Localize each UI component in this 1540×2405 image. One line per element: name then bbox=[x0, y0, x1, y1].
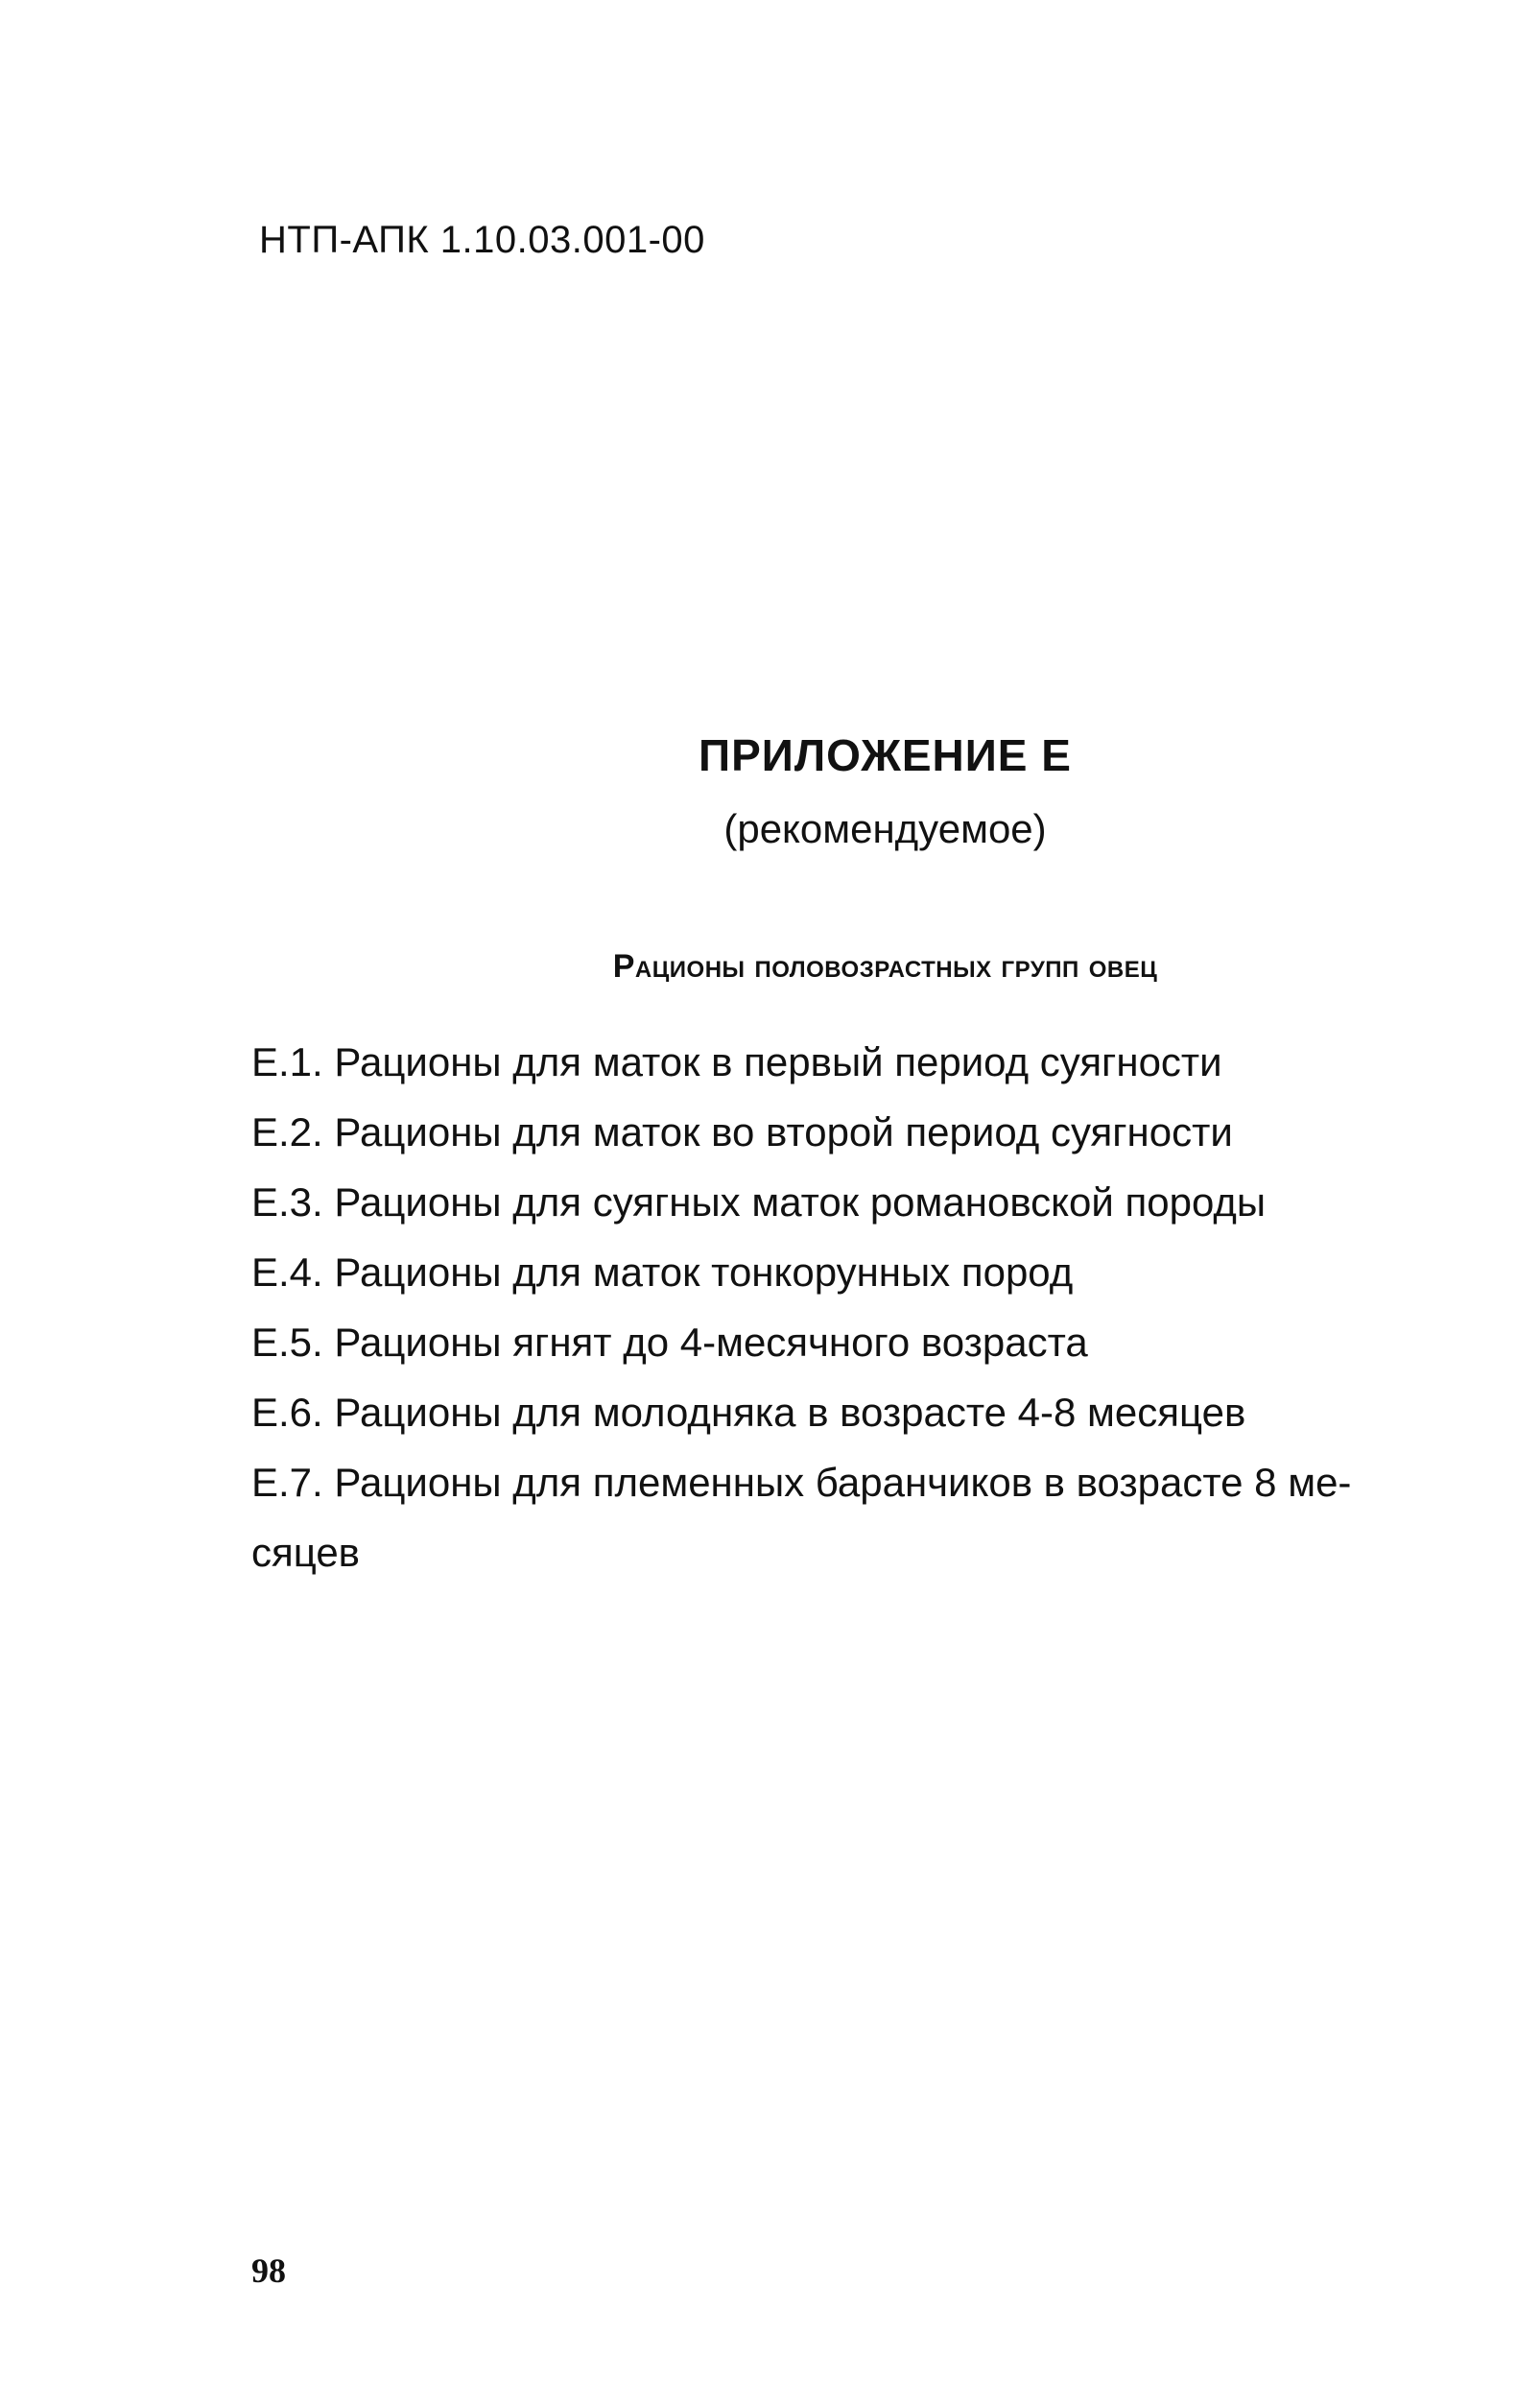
document-code: НТП-АПК 1.10.03.001-00 bbox=[259, 219, 705, 261]
contents-item: Е.1. Рационы для маток в первый период суягности bbox=[251, 1039, 1222, 1084]
page-number: 98 bbox=[251, 2251, 286, 2290]
contents-item: Е.6. Рационы для молодняка в возрасте 4-8 месяцев bbox=[251, 1390, 1246, 1435]
contents-item: Е.5. Рационы ягнят до 4-месячного возраста bbox=[251, 1320, 1088, 1365]
appendix-subtitle: (рекомендуемое) bbox=[723, 806, 1047, 851]
contents-item: Е.7. Рационы для племенных баранчиков в возрасте 8 ме- bbox=[251, 1460, 1352, 1505]
appendix-title: ПРИЛОЖЕНИЕ Е bbox=[699, 730, 1072, 780]
appendix-contents-list bbox=[251, 1027, 1374, 1587]
contents-item: Е.2. Рационы для маток во второй период суягности bbox=[251, 1109, 1233, 1155]
contents-item: Е.4. Рационы для маток тонкорунных пород bbox=[251, 1250, 1074, 1295]
contents-item: Е.3. Рационы для суягных маток романовской породы bbox=[251, 1179, 1267, 1225]
section-heading: Рационы половозрастных групп овец bbox=[612, 948, 1158, 985]
contents-item-continuation: сяцев bbox=[251, 1530, 360, 1575]
